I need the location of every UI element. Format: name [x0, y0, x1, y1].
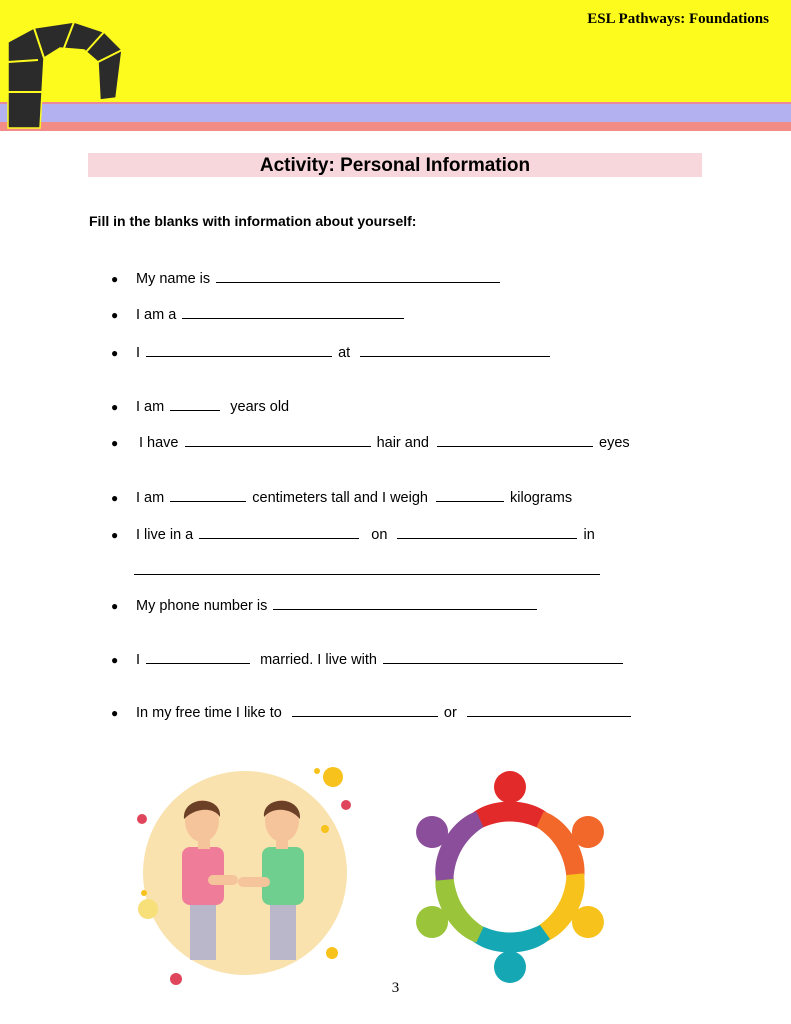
- blank-height[interactable]: [170, 487, 246, 502]
- bullet-icon: ●: [111, 436, 119, 450]
- list-item-workplace: ● I at: [111, 342, 552, 362]
- blank-activity-2[interactable]: [467, 702, 631, 717]
- list-item-name: ● My name is: [111, 268, 502, 288]
- series-title: ESL Pathways: Foundations: [587, 11, 769, 27]
- blank-place[interactable]: [360, 342, 550, 357]
- bullet-icon: ●: [111, 491, 119, 505]
- list-item-height-weight: ● I am centimeters tall and I weigh kilograms: [111, 487, 572, 507]
- bullet-icon: ●: [111, 272, 119, 286]
- list-item-age: ● I am years old: [111, 396, 289, 416]
- bullet-icon: ●: [111, 706, 119, 720]
- blank-city[interactable]: [134, 574, 600, 575]
- blank-job[interactable]: [146, 342, 332, 357]
- blank-age[interactable]: [170, 396, 220, 411]
- arch-logo-icon: [4, 22, 128, 130]
- list-item-phone: ● My phone number is: [111, 595, 539, 615]
- blank-name[interactable]: [216, 268, 500, 283]
- list-item-hair-eyes: ● I have hair and eyes: [111, 432, 630, 452]
- bullet-icon: ●: [111, 346, 119, 360]
- blank-weight[interactable]: [436, 487, 504, 502]
- activity-title: Activity: Personal Information: [88, 153, 702, 177]
- blank-home-type[interactable]: [199, 524, 359, 539]
- blank-phone[interactable]: [273, 595, 537, 610]
- page-number: 3: [391, 980, 400, 996]
- bullet-icon: ●: [111, 599, 119, 613]
- list-item-marital: ● I married. I live with: [111, 649, 625, 669]
- bullet-icon: ●: [111, 308, 119, 322]
- blank-eyes[interactable]: [437, 432, 593, 447]
- blank-live-with[interactable]: [383, 649, 623, 664]
- list-item-residence: ● I live in a on in: [111, 524, 595, 544]
- blank-occupation[interactable]: [182, 304, 404, 319]
- list-item-free-time: ● In my free time I like to or: [111, 702, 633, 722]
- blank-hair[interactable]: [185, 432, 371, 447]
- list-item-occupation: ● I am a: [111, 304, 406, 324]
- handshake-illustration: [130, 765, 360, 995]
- bullet-icon: ●: [111, 400, 119, 414]
- instructions: Fill in the blanks with information about yourself:: [89, 213, 417, 229]
- bullet-icon: ●: [111, 528, 119, 542]
- blank-activity-1[interactable]: [292, 702, 438, 717]
- bullet-icon: ●: [111, 653, 119, 667]
- teamwork-circle-icon: [398, 765, 623, 990]
- blank-street[interactable]: [397, 524, 577, 539]
- blank-marital-status[interactable]: [146, 649, 250, 664]
